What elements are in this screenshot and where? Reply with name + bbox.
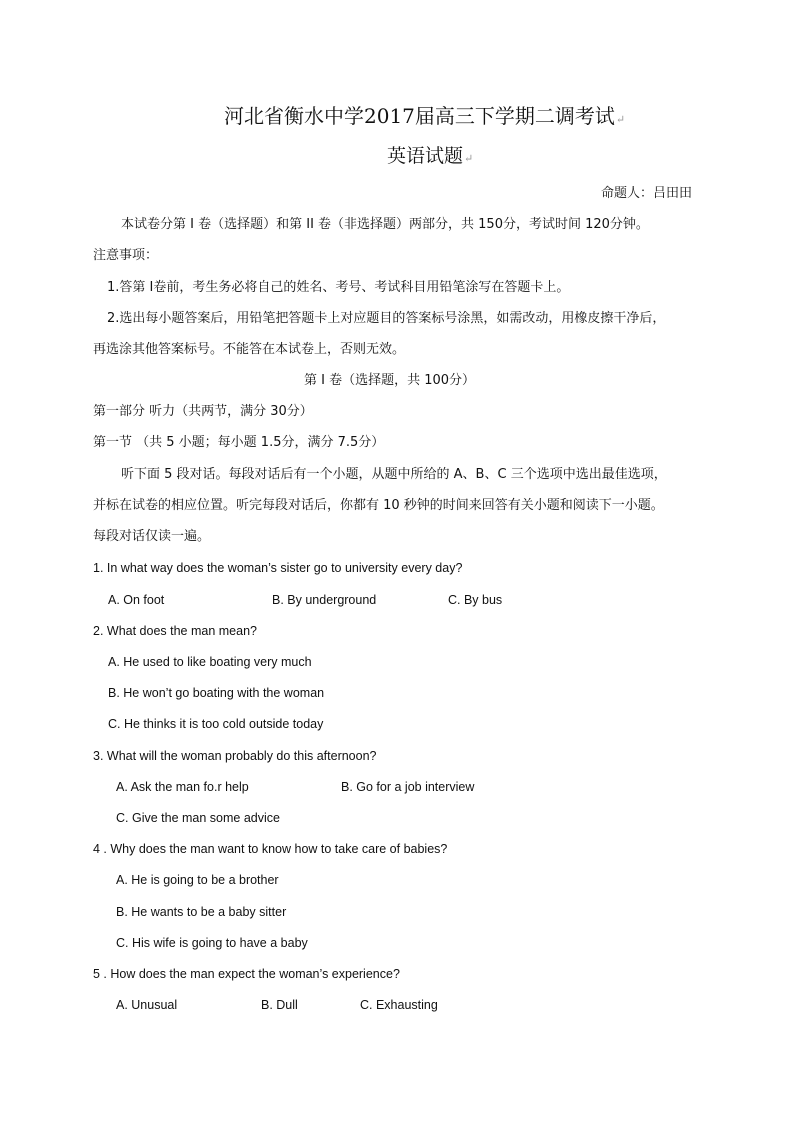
subsection-heading: 第一节 （共 5 小题；每小题 1.5分，满分 7.5分） [93,435,385,450]
question-4-stem: 4 . Why does the man want to know how to take care of babies? [93,842,448,856]
question-5-stem: 5 . How does the man expect the woman’s experience? [93,967,400,981]
question-1-option-a: A. On foot [108,593,165,607]
notes-title: 注意事项： [93,248,159,263]
question-5-option-a: A. Unusual [116,998,178,1012]
question-4-option-b: B. He wants to be a baby sitter [116,905,287,919]
paragraph-mark-icon: ↵ [464,152,474,165]
intro-paragraph: 本试卷分第 I 卷（选择题）和第 II 卷（非选择题）两部分，共 150分，考试时间 120分钟。 [121,217,649,232]
question-1-option-c: C. By bus [448,593,503,607]
instructions-line-3: 每段对话仅读一遍。 [93,529,211,544]
question-4-option-a: A. He is going to be a brother [116,873,279,887]
author-line: 命题人：吕田田 [601,186,693,201]
part-heading: 第一部分 听力（共两节，满分 30分） [93,404,313,419]
question-5-option-c: C. Exhausting [360,998,438,1012]
note-1: 1.答第 I卷前，考生务必将自己的姓名、考号、考试科目用铅笔涂写在答题卡上。 [107,280,570,295]
question-2-option-a: A. He used to like boating very much [108,655,312,669]
question-1-option-b: B. By underground [272,593,377,607]
instructions-line-1: 听下面 5 段对话。每段对话后有一个小题，从题中所给的 A、B、C 三个选项中选出最佳选项， [121,467,667,482]
question-2-stem: 2. What does the man mean? [93,624,257,638]
note-2-line-1: 2.选出每小题答案后，用铅笔把答题卡上对应题目的答案标号涂黑，如需改动，用橡皮擦干净后， [107,311,666,326]
question-3-option-c: C. Give the man some advice [116,811,280,825]
question-3-option-b: B. Go for a job interview [341,780,475,794]
question-4-option-c: C. His wife is going to have a baby [116,936,308,950]
question-5-option-b: B. Dull [261,998,298,1012]
note-2-line-2: 再选涂其他答案标号。不能答在本试卷上，否则无效。 [93,342,406,357]
exam-subtitle-text: 英语试题 [387,145,464,167]
question-3-option-a: A. Ask the man fo.r help [116,780,249,794]
exam-subtitle [387,143,473,172]
question-2-option-c: C. He thinks it is too cold outside today [108,717,324,731]
exam-title [224,103,625,133]
question-3-stem: 3. What will the woman probably do this afternoon? [93,749,377,763]
instructions-line-2: 并标在试卷的相应位置。听完每段对话后，你都有 10 秒钟的时间来回答有关小题和阅读下一小题。 [93,498,664,513]
question-2-option-b: B. He won’t go boating with the woman [108,686,325,700]
question-1-stem: 1. In what way does the woman’s sister go to university every day? [93,561,463,575]
paragraph-mark-icon: ↵ [615,113,626,126]
volume-heading: 第 I 卷（选择题，共 100分） [304,373,476,388]
exam-title-text: 河北省衡水中学2017届高三下学期二调考试 [224,104,615,128]
